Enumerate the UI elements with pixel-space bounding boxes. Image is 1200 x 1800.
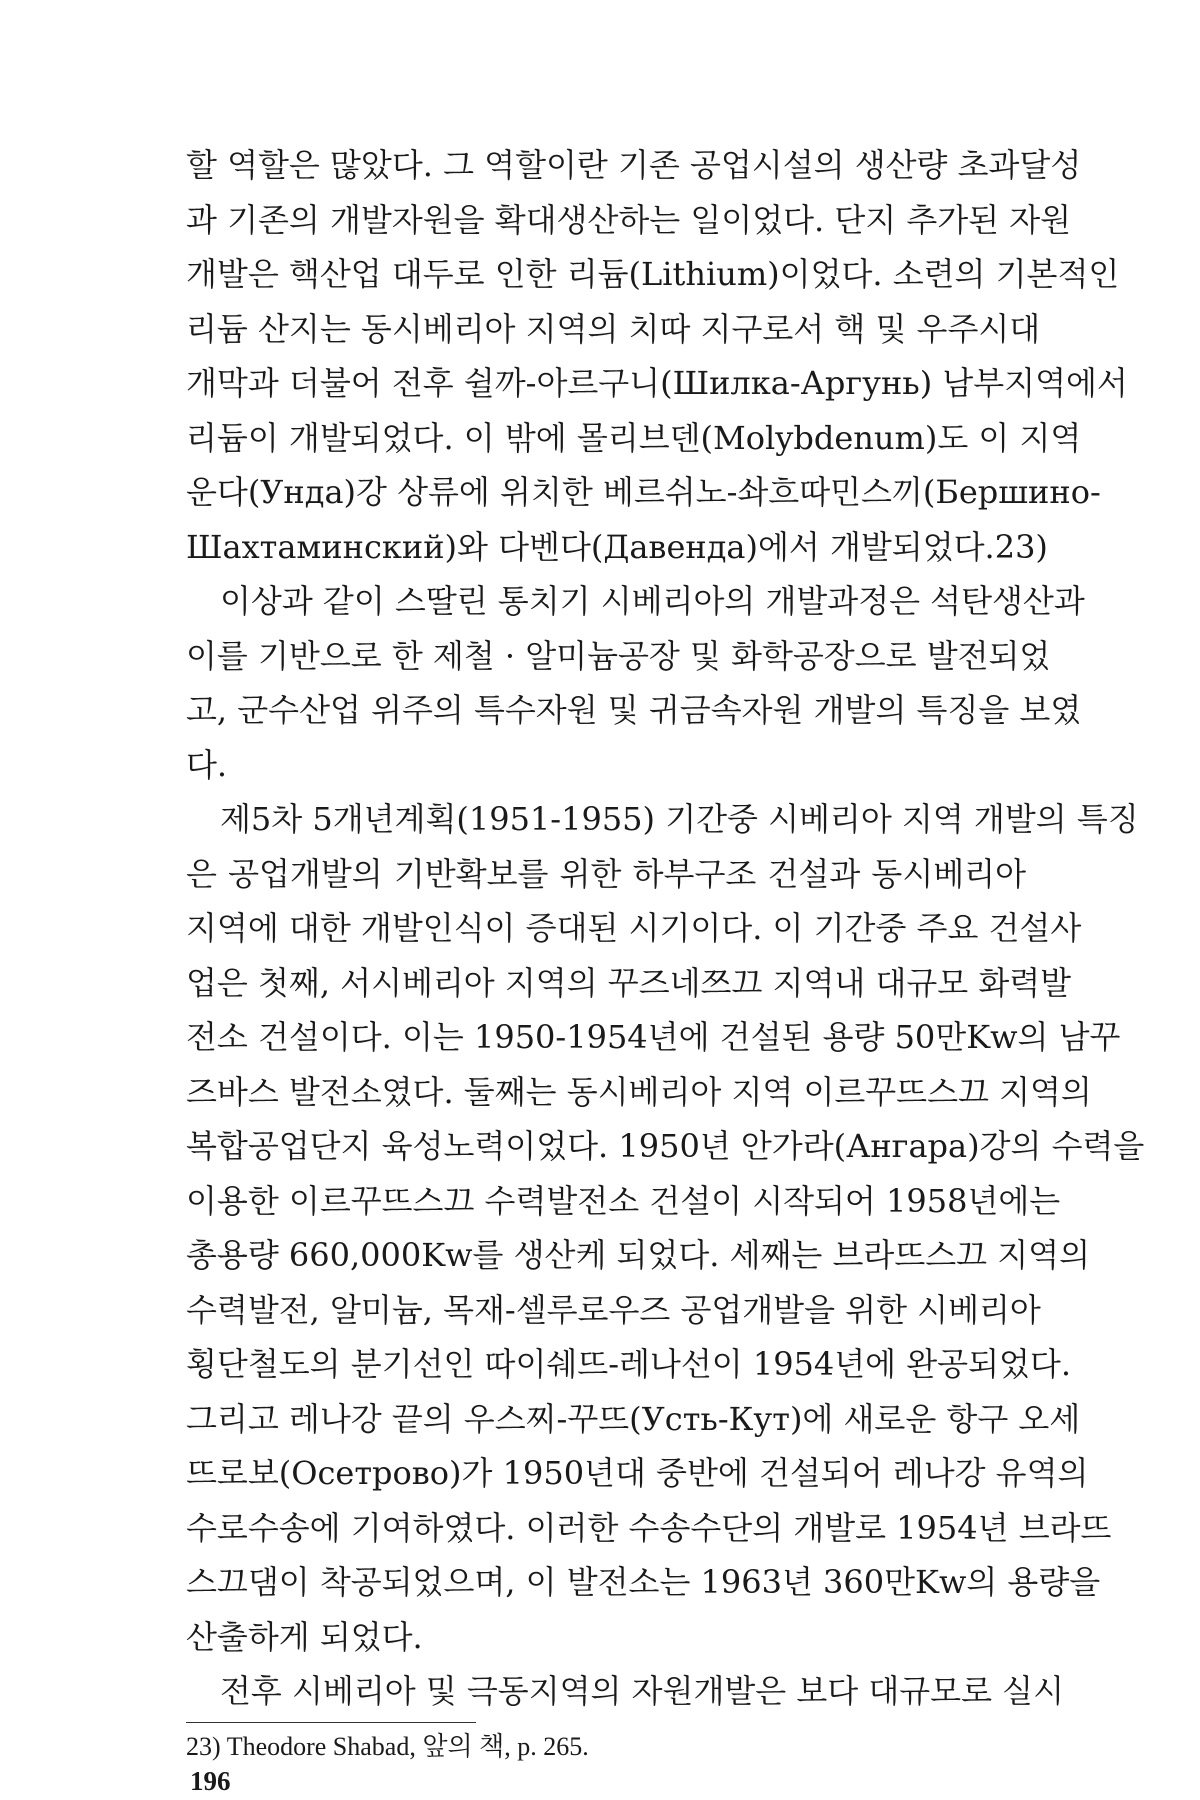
text-line: 업은 첫째, 서시베리아 지역의 꾸즈네쯔끄 지역내 대규모 화력발 (186, 963, 1072, 1002)
footnote: 23) Theodore Shabad, 앞의 책, p. 265. (186, 1732, 589, 1761)
text-line: Шахтаминский)와 다벤다(Давенда)에서 개발되었다.23) (186, 527, 1048, 566)
text-line: 이상과 같이 스딸린 통치기 시베리아의 개발과정은 석탄생산과 (220, 582, 1085, 620)
text-line: 전후 시베리아 및 극동지역의 자원개발은 보다 대규모로 실시 (220, 1672, 1065, 1710)
text-line: 지역에 대한 개발인식이 증대된 시기이다. 이 기간중 주요 건설사 (186, 909, 1082, 947)
text-line: 개발은 핵산업 대두로 인한 리듐(Lithium)이었다. 소련의 기본적인 (186, 255, 1120, 293)
text-line: 즈바스 발전소였다. 둘째는 동시베리아 지역 이르꾸뜨스끄 지역의 (186, 1072, 1092, 1111)
footnote-divider (186, 1722, 476, 1723)
text-line: 총용량 660,000Kw를 생산케 되었다. 세째는 브라뜨스끄 지역의 (186, 1236, 1090, 1274)
text-line: 그리고 레나강 끝의 우스찌-꾸뜨(Усть-Кут)에 새로운 항구 오세 (186, 1399, 1081, 1438)
text-line: 운다(Унда)강 상류에 위치한 베르쉬노-솨흐따민스끼(Бершино- (186, 473, 1101, 511)
text-line: 다. (186, 745, 228, 784)
text-line: 이용한 이르꾸뜨스끄 수력발전소 건설이 시작되어 1958년에는 (186, 1181, 1061, 1220)
text-line: 과 기존의 개발자원을 확대생산하는 일이었다. 단지 추가된 자원 (186, 200, 1072, 239)
text-line: 복합공업단지 육성노력이었다. 1950년 안가라(Ангара)강의 수력을 (186, 1127, 1145, 1165)
text-line: 리듐 산지는 동시베리아 지역의 치따 지구로서 핵 및 우주시대 (186, 309, 1041, 348)
text-line: 횡단철도의 분기선인 따이쉐뜨-레나선이 1954년에 완공되었다. (186, 1345, 1071, 1383)
text-line: 전소 건설이다. 이는 1950-1954년에 건설된 용량 50만Kw의 남꾸 (186, 1018, 1121, 1056)
text-line: 할 역할은 많았다. 그 역할이란 기존 공업시설의 생산량 초과달성 (186, 146, 1082, 184)
text-line: 은 공업개발의 기반확보를 위한 하부구조 건설과 동시베리아 (186, 854, 1026, 893)
text-line: 스끄댐이 착공되었으며, 이 발전소는 1963년 360만Kw의 용량을 (186, 1563, 1101, 1601)
text-line: 리듐이 개발되었다. 이 밖에 몰리브덴(Molybdenum)도 이 지역 (186, 418, 1082, 457)
page-number: 196 (190, 1766, 231, 1796)
text-line: 제5차 5개년계획(1951-1955) 기간중 시베리아 지역 개발의 특징 (220, 800, 1139, 838)
text-line: 뜨로보(Осетрово)가 1950년대 중반에 건설되어 레나강 유역의 (186, 1454, 1089, 1492)
text-line: 개막과 더불어 전후 쉴까-아르구니(Шилка-Аргунь) 남부지역에서 (186, 364, 1128, 402)
body-text (186, 138, 1145, 1719)
text-line: 수로수송에 기여하였다. 이러한 수송수단의 개발로 1954년 브라뜨 (186, 1508, 1112, 1547)
text-line: 고, 군수산업 위주의 특수자원 및 귀금속자원 개발의 특징을 보였 (186, 691, 1082, 729)
text-line: 수력발전, 알미늄, 목재-셀루로우즈 공업개발을 위한 시베리아 (186, 1290, 1041, 1329)
text-line: 이를 기반으로 한 제철 · 알미늄공장 및 화학공장으로 발전되었 (186, 636, 1051, 675)
text-line: 산출하게 되었다. (186, 1617, 423, 1656)
